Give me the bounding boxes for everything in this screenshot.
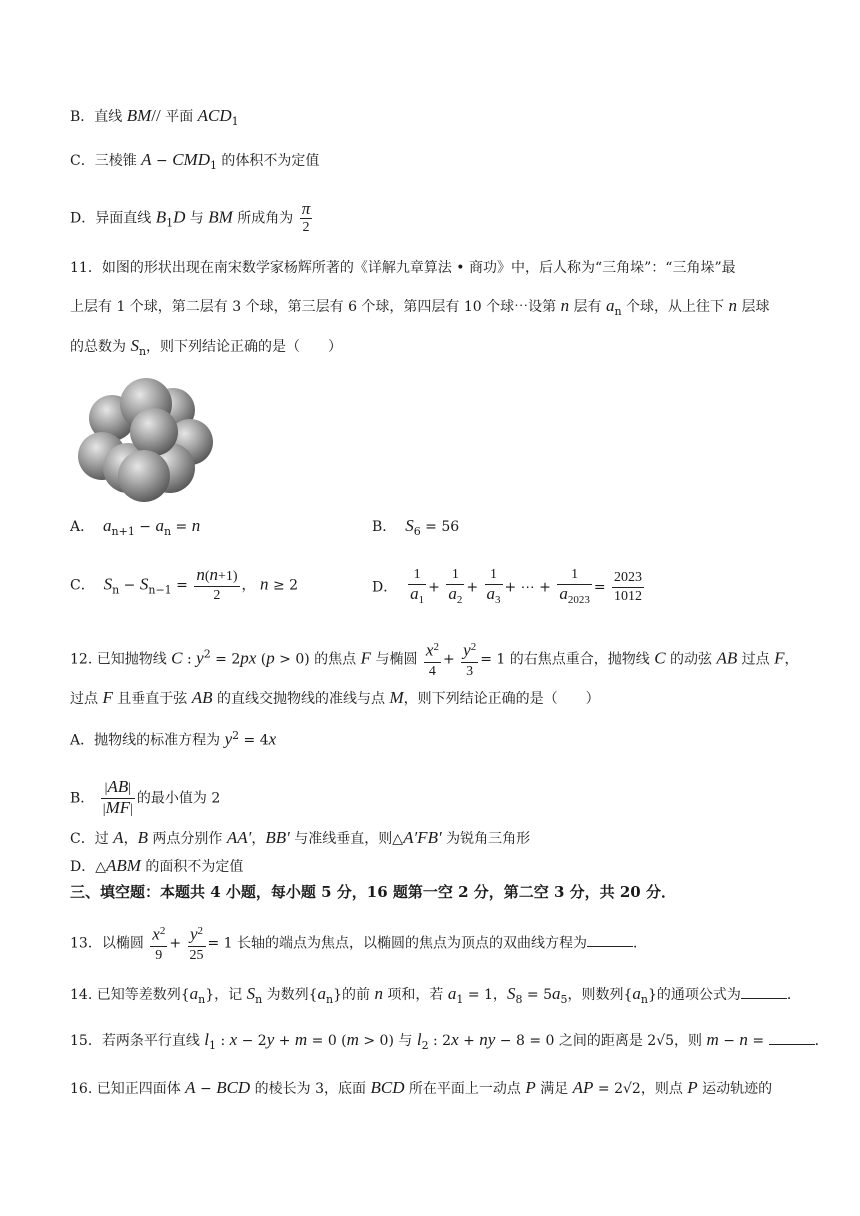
q10-option-b: B．直线 BM// 平面 $ACD_1$	[70, 106, 239, 128]
q12-option-a: A．抛物线的标准方程为 $y^2 = 4x$	[70, 729, 277, 749]
q14: 14. 已知等差数列$\{a_n\}$，记 $S_n$ 为数列$\{a_n\}$的前 n 项和，若 $a_1 = 1$，$S_8 = 5a_5$，则数列$\{a_n\}$的通项公式为 ．	[70, 984, 801, 1006]
q13: 13．以椭圆 $\frac{x^2}{9}$ + $\frac{y^2}{25}$ = 1 长轴的端点为焦点，以椭圆的焦点为顶点的双曲线方程为 ．	[70, 922, 647, 965]
q11-option-b: B． $S_6 = 56$	[372, 516, 460, 538]
q12-option-d: D．△ABM 的面积不为定值	[70, 856, 244, 875]
section-3-heading: 三、填空题：本题共 4 小题，每小题 5 分，16 题第一空 2 分，第二空 3 分，共 20 分．	[70, 883, 676, 901]
q11-option-d: D． $\frac{1}{a_1}$ + $\frac{1}{a_2}$ + $\frac{1}{a_3}$ + ⋯ + $\frac{1}{a_{2023}}$ = $\frac{2023}{1012}$	[372, 567, 642, 606]
stacked-spheres-figure	[72, 368, 222, 504]
q16: 16. 已知正四面体 A − BCD 的棱长为 3，底面 BCD 所在平面上一动点 P 满足 AP = 2√2，则点 P 运动轨迹的	[70, 1078, 773, 1097]
q15: 15．若两条平行直线 $l_1$ : x − 2y + m = 0 (m > 0) 与 $l_2$ : 2x + ny − 8 = 0 之间的距离是 2√5，则 m − n = ．	[70, 1030, 829, 1052]
q12-stem-line1: 12. 已知抛物线 C : $y^2 = 2px$ (p > 0) 的焦点 F 与椭圆 $\frac{x^2}{4}$ + $\frac{y^2}{3}$ = 1 的右焦点重合，抛物线 C 的动弦 AB 过点 F，	[70, 638, 799, 681]
q12-option-b: B． $\frac{|AB|}{|MF|}$ 的最小值为 2	[70, 777, 221, 817]
q10-option-d: D．异面直线 $B_1D$ 与 BM 所成角为 $\frac{\pi}{2}$	[70, 199, 311, 235]
q10-option-c: C．三棱锥 $A - CMD_1$ 的体积不为定值	[70, 150, 320, 172]
q11-option-c: C． $S_n - S_{n-1}$ = $\frac{n(n+1)}{2}$ ， n ≥ 2	[70, 565, 299, 603]
q12-option-c: C．过 A，B 两点分别作 AA′，BB′ 与准线垂直，则△A′FB′ 为锐角三角形	[70, 828, 531, 847]
q11-stem-line1: 11．如图的形状出现在南宋数学家杨辉所著的《详解九章算法 • 商功》中，后人称为“三角垛”：“三角垛”最	[70, 260, 736, 276]
q11-option-a: A． $a_{n+1} - a_n = n$	[70, 516, 201, 538]
q11-stem-line3: 的总数为 $S_n$，则下列结论正确的是（ ）	[70, 336, 343, 358]
q11-stem-line2: 上层有 1 个球，第二层有 3 个球，第三层有 6 个球，第四层有 10 个球⋯设第 n 层有 $a_n$ 个球，从上往下 n 层球	[70, 296, 770, 318]
q12-stem-line2: 过点 F 且垂直于弦 AB 的直线交抛物线的准线与点 M，则下列结论正确的是（ ）	[70, 688, 600, 707]
